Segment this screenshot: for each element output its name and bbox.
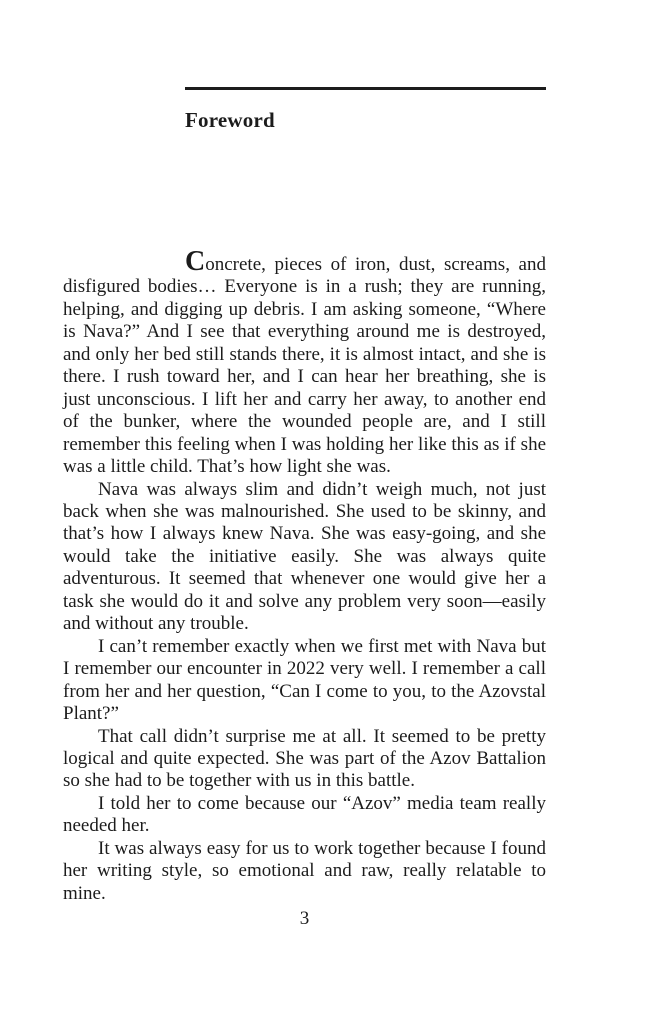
section-divider: [185, 87, 546, 90]
paragraph-opening: [63, 246, 546, 479]
lead-capital: C: [185, 246, 206, 277]
paragraph: I told her to come because our “Azov” media team really needed her.: [63, 792, 546, 837]
body-text: [63, 246, 546, 905]
paragraph: Nava was always slim and didn’t weigh much, not just back when she was malnourished. She used to be skinny, and that’s how I always knew Nava. She was easy-going, and she would take the initiative easily. She was always quite adventurous. It seemed that whenever one would give her a task she would do it and solve any problem very soon—easily and without any trouble.: [63, 478, 546, 635]
page-number: 3: [299, 908, 310, 929]
chapter-title: Foreword: [185, 108, 275, 132]
paragraph: It was always easy for us to work together because I found her writing style, so emotional and raw, really relatable to mine.: [63, 837, 546, 904]
paragraph: I can’t remember exactly when we first met with Nava but I remember our encounter in 2022 very well. I remember a call from her and her question, “Can I come to you, to the Azovstal Plant?”: [63, 635, 546, 725]
paragraph: That call didn’t surprise me at all. It seemed to be pretty logical and quite expected. She was part of the Azov Battalion so she had to be together with us in this battle.: [63, 725, 546, 792]
paragraph-text: oncrete, pieces of iron, dust, screams, and disfigured bodies… Everyone is in a rush; they are running, helping, and digging up debris. I am asking someone, “Where is Nava?” And I see that everything around me is destroyed, and only her bed still stands there, it is almost intact, and she is there. I rush toward her, and I can hear her breathing, she is just unconscious. I lift her and carry her away, to another end of the bunker, where the wounded people are, and I still remember this feeling when I was holding her like this as if she was a little child. That’s how light she was.: [63, 254, 546, 478]
